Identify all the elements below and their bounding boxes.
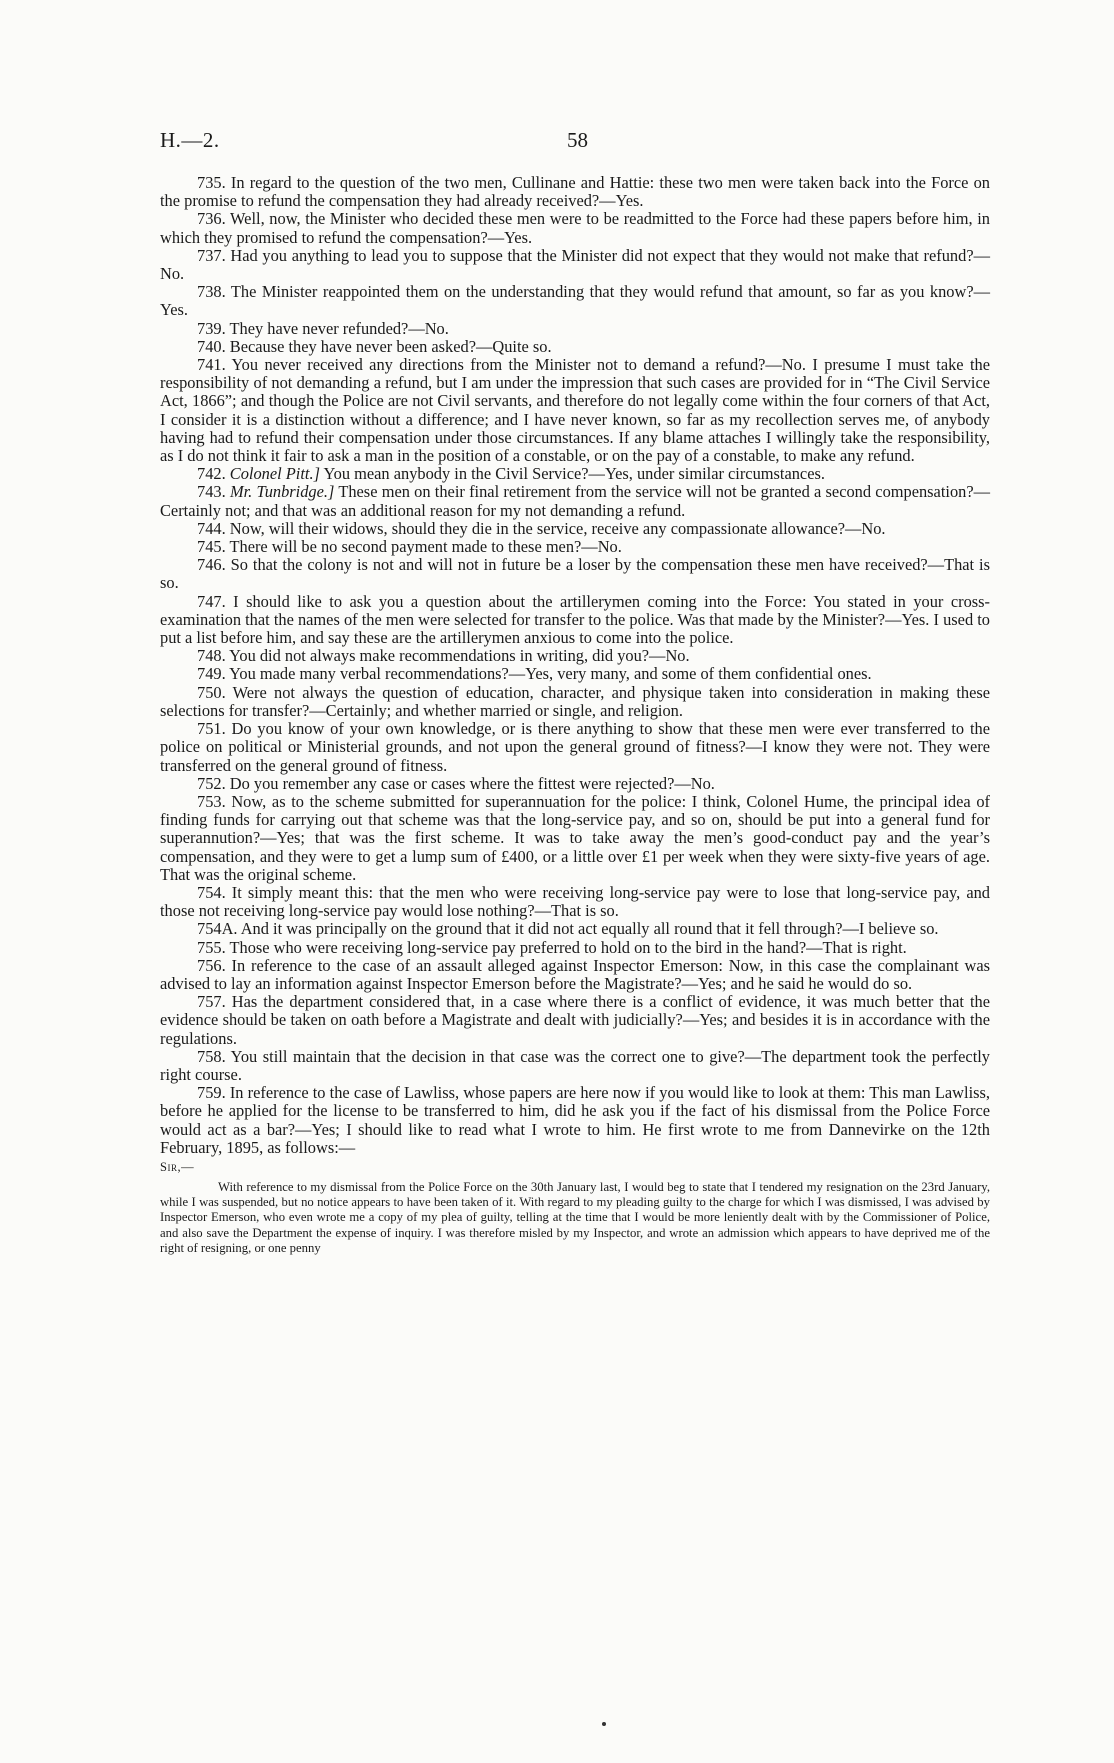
paragraph-748: 748. You did not always make recommendations in writing, did you?—No. (197, 646, 690, 666)
paragraph-735: 735. In regard to the question of the two men, Cullinane and Hattie: these two men were taken back into the Force on the promise to refund the compensation they had already received?—Yes. (160, 173, 990, 211)
paragraph-741: 741. You never received any directions from the Minister not to demand a refund?—No. I presume I must take the responsibility of not demanding a refund, but I am under the impression that such cases are provided for in “The Civil Service Act, 1866”; and though the Police are not Civil servants, and therefore do not legally come within the four corners of that Act, I consider it is a distinction without a difference; and I have never known, so far as my recollection serves me, of anybody having had to refund their compensation under those circumstances. If any blame attaches I willingly take the responsibility, as I do not think it fair to ask a man in the position of a constable, or on the pay of a constable, to make any refund. (160, 355, 990, 466)
question-text: These men on their final retirement from the service will not be granted a second compensation?—Certainly not; and that was an additional reason for my not demanding a refund. (160, 482, 990, 520)
question-text: You mean anybody in the Civil Service?—Yes, under similar circumstances. (323, 464, 825, 484)
paragraph-742 (160, 465, 990, 483)
paragraph-758: 758. You still maintain that the decision in that case was the correct one to give?—The department took the perfectly right course. (160, 1046, 990, 1084)
paragraph-756: 756. In reference to the case of an assault alleged against Inspector Emerson: Now, in this case the complainant was advised to lay an information against Inspector Emerson before the Magistrate?—Yes; and he said he would do so. (160, 955, 990, 993)
paragraph-754: 754. It simply meant this: that the men who were receiving long-service pay were to lose that long-service pay, and those not receiving long-service pay would lose nothing?—That is so. (160, 882, 990, 921)
paragraph-754a: 754A. And it was principally on the ground that it did not act equally all round that it fell through?—I believe so. (197, 919, 939, 939)
paragraph-749: 749. You made many verbal recommendations?—Yes, very many, and some of them confidential ones. (197, 664, 872, 684)
letter-salutation: Sir,— (160, 1159, 195, 1174)
paragraph-744: 744. Now, will their widows, should they die in the service, receive any compassionate allowance?—No. (197, 518, 886, 538)
paragraph-752: 752. Do you remember any case or cases where the fittest were rejected?—No. (197, 773, 715, 793)
speaker: Colonel Pitt.] (229, 464, 320, 484)
page-header (160, 128, 990, 154)
paragraph-738: 738. The Minister reappointed them on the understanding that they would refund that amount, so far as you know?—Yes. (160, 282, 990, 320)
speaker: Mr. Tunbridge.] (229, 482, 335, 502)
question-number: 743. (197, 482, 226, 502)
question-number: 742. (197, 464, 226, 484)
paragraph-747: 747. I should like to ask you a question about the artillerymen coming into the Force: You stated in your cross-examination that the names of the men were selected for transfer to the police. Was that made by the Minister?—Yes. I used to put a list before him, and say these are the artillerymen anxious to come into the police. (160, 591, 990, 648)
paragraph-755: 755. Those who were receiving long-service pay preferred to hold on to the bird in the hand?—That is right. (197, 937, 907, 957)
paragraph-751: 751. Do you know of your own knowledge, or is there anything to show that these men were ever transferred to the police on political or Ministerial grounds, and not upon the general ground of fitness?—I know they were not. They were transferred on the general ground of fitness. (160, 719, 990, 775)
paragraph-746: 746. So that the colony is not and will not in future be a loser by the compensation these men have received?—That is so. (160, 555, 990, 593)
paragraph-740: 740. Because they have never been asked?—Quite so. (197, 336, 552, 356)
paragraph-750: 750. Were not always the question of education, character, and physique taken into consideration in making these selections for transfer?—Certainly; and whether married or single, and religion. (160, 682, 990, 720)
paragraph-745: 745. There will be no second payment made to these men?—No. (197, 537, 622, 557)
document-body (160, 174, 990, 1256)
paragraph-737: 737. Had you anything to lead you to suppose that the Minister did not expect that they would not make that refund?—No. (160, 245, 990, 284)
paragraph-759: 759. In reference to the case of Lawliss, whose papers are here now if you would like to look at them: This man Lawliss, before he applied for the license to be transferred to him, did he ask you if the fact of his dismissal from the Police Force would act as a bar?—Yes; I should like to read what I wrote to him. He first wrote to me from Dannevirke on the 12th February, 1895, as follows:— (160, 1083, 990, 1157)
paragraph-739: 739. They have never refunded?—No. (197, 318, 449, 338)
paragraph-736: 736. Well, now, the Minister who decided these men were to be readmitted to the Force had these papers before him, in which they promised to refund the compensation?—Yes. (160, 209, 990, 247)
letter-body: With reference to my dismissal from the Police Force on the 30th January last, I would beg to state that I tendered my resignation on the 23rd January, while I was suspended, but no notice appears to have been taken of it. With regard to my pleading guilty to the charge for which I was dismissed, I was advised by Inspector Emerson, who even wrote me a copy of my plea of guilty, telling at the time that I would be more leniently dealt with by the Commissioner of Police, and also save the Department the expense of inquiry. I was therefore misled by my Inspector, and wrote an admission which appears to have deprived me of the right of resigning, or one penny (160, 1179, 990, 1255)
paragraph-753: 753. Now, as to the scheme submitted for superannuation for the police: I think, Colonel Hume, the principal idea of finding funds for carrying out that scheme was that the long-service pay, and so on, should be put into a general fund for superannution?—Yes; that was the first scheme. It was to take away the men’s good-conduct pay and the year’s compensation, and they were to get a lump sum of £400, or a little over £1 per week when they were sixty-five years of age. That was the original scheme. (160, 791, 990, 884)
page-mark (602, 1722, 606, 1726)
page-number: 58 (567, 128, 588, 152)
paragraph-743 (160, 483, 990, 519)
paragraph-757: 757. Has the department considered that, in a case where there is a conflict of evidence, it was much better that the evidence should be taken on oath before a Magistrate and dealt with judicially?—Yes; and besides it is in accordance with the regulations. (160, 992, 990, 1048)
document-reference: H.—2. (160, 128, 220, 152)
